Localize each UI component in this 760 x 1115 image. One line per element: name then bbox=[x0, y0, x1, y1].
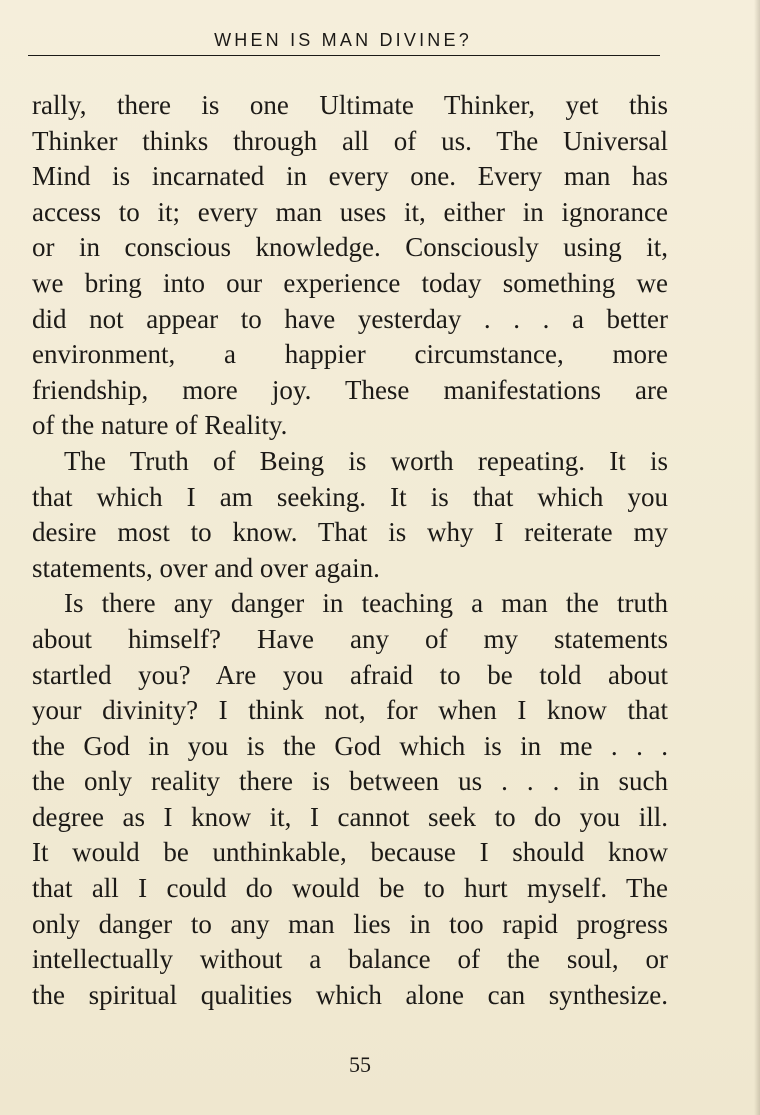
text-line: startled you? Are you afraid to be told about bbox=[32, 659, 668, 690]
text-line: we bring into our experience today something we bbox=[32, 267, 668, 298]
text-line: degree as I know it, I cannot seek to do you ill. bbox=[32, 801, 668, 832]
paragraph bbox=[32, 88, 668, 444]
text-line: your divinity? I think not, for when I know that bbox=[32, 695, 668, 726]
header-rule bbox=[28, 55, 660, 56]
text-line: only danger to any man lies in too rapid progress bbox=[32, 908, 668, 939]
page-number: 55 bbox=[349, 1052, 371, 1077]
text-line: Thinker thinks through all of us. The Universal bbox=[32, 125, 668, 156]
text-line: friendship, more joy. These manifestations are bbox=[32, 374, 668, 405]
text-line: It would be unthinkable, because I should know bbox=[32, 837, 668, 868]
text-line: access to it; every man uses it, either in ignorance bbox=[32, 196, 668, 227]
text-line: that which I am seeking. It is that which you bbox=[32, 481, 668, 512]
text-line: statements, over and over again. bbox=[32, 552, 380, 583]
text-line: the God in you is the God which is in me . . . bbox=[32, 730, 668, 761]
text-line: the spiritual qualities which alone can synthesize. bbox=[32, 979, 668, 1010]
text-line: The Truth of Being is worth repeating. It is bbox=[64, 445, 668, 476]
page-edge-shadow bbox=[754, 0, 760, 1115]
text-line: or in conscious knowledge. Consciously using it, bbox=[32, 232, 668, 263]
text-line: Mind is incarnated in every one. Every man has bbox=[32, 161, 668, 192]
text-line: intellectually without a balance of the soul, or bbox=[32, 944, 668, 975]
paragraph bbox=[32, 586, 668, 1013]
text-line: that all I could do would be to hurt myself. The bbox=[32, 873, 668, 904]
text-line: environment, a happier circumstance, more bbox=[32, 339, 668, 370]
running-head: WHEN IS MAN DIVINE? bbox=[214, 30, 472, 50]
text-line: did not appear to have yesterday . . . a better bbox=[32, 303, 668, 334]
text-line: of the nature of Reality. bbox=[32, 410, 288, 441]
body-text bbox=[32, 88, 668, 1013]
text-line: rally, there is one Ultimate Thinker, yet this bbox=[32, 90, 668, 120]
text-line: Is there any danger in teaching a man the truth bbox=[64, 588, 668, 619]
text-line: desire most to know. That is why I reiterate my bbox=[32, 517, 668, 548]
text-line: the only reality there is between us . . . in such bbox=[32, 766, 668, 797]
paragraph bbox=[32, 444, 668, 586]
text-line: about himself? Have any of my statements bbox=[32, 623, 668, 654]
